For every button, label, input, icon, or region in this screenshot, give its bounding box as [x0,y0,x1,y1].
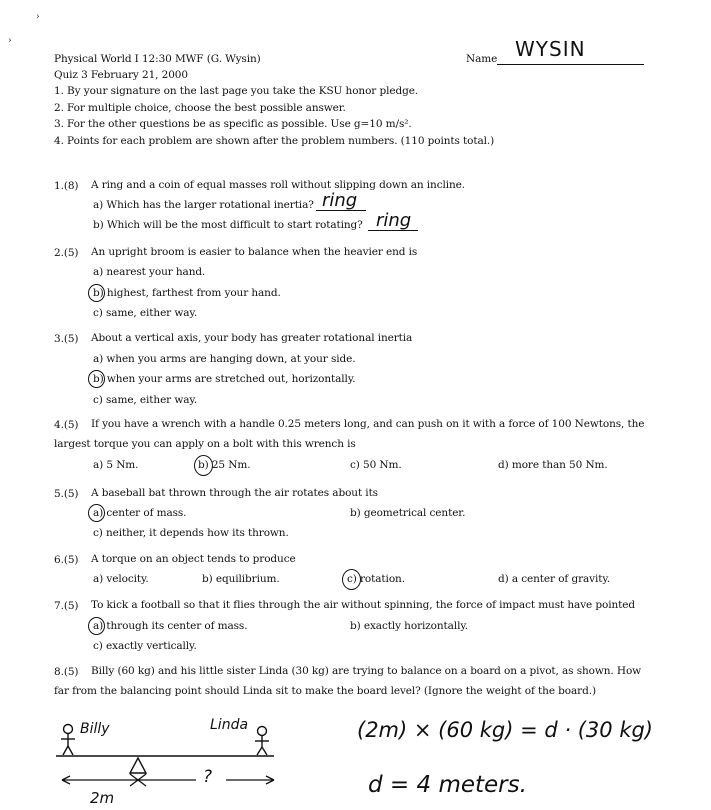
q5-b: b) geometrical center. [350,507,466,519]
billy-figure [61,725,75,756]
q8-number: 8.(5) [54,666,79,678]
q2-b: b) highest, farthest from your hand. [93,287,281,299]
billy-label: Billy [80,721,110,737]
q6-text: A torque on an object tends to produce [91,553,296,565]
q3-a: a) when you arms are hanging down, at your side. [93,353,356,365]
q4-text-line1: If you have a wrench with a handle 0.25 meters long, and can push on it with a force of 100 Newtons, the [91,418,645,430]
q4-number: 4.(5) [54,419,79,431]
stray-mark: › [36,12,40,22]
q3-number: 3.(5) [54,333,79,345]
q3-b: b) when your arms are stretched out, horizontally. [93,373,356,385]
pivot [130,758,146,773]
stray-mark: › [8,36,12,46]
q2-text: An upright broom is easier to balance when the heavier end is [91,246,418,258]
q4-c: c) 50 Nm. [350,459,402,471]
q6-a: a) velocity. [93,573,149,585]
distance-arrow [62,774,274,786]
instruction-3: 3. For the other questions be as specific as possible. Use g=10 m/s². [54,118,412,130]
q2-c: c) same, either way. [93,307,198,319]
distance-right-label: ? [203,767,213,787]
q5-a: a) center of mass. [93,507,187,519]
instruction-2: 2. For multiple choice, choose the best possible answer. [54,102,346,114]
q4-a: a) 5 Nm. [93,459,139,471]
q5-c: c) neither, it depends how its thrown. [93,527,289,539]
q1-b-answer: ring [376,210,412,231]
linda-label: Linda [210,717,249,733]
q7-c: c) exactly vertically. [93,640,197,652]
q6-d: d) a center of gravity. [498,573,611,585]
q3-text: About a vertical axis, your body has greater rotational inertia [91,332,413,344]
q5-text: A baseball bat thrown through the air rotates about its [91,487,378,499]
q6-selected-circle [342,569,361,590]
q7-text: To kick a football so that it flies through the air without spinning, the force of impact must have pointed [91,599,635,611]
q2-selected-circle [88,284,105,302]
q4-b: b) 25 Nm. [198,459,251,471]
q7-b: b) exactly horizontally. [350,620,469,632]
q3-c: c) same, either way. [93,394,198,406]
q6-c: c) rotation. [347,573,405,585]
q1-number: 1.(8) [54,180,79,192]
name-label: Name [466,53,498,65]
q4-d: d) more than 50 Nm. [498,459,608,471]
q4-selected-circle [194,455,213,476]
q2-a: a) nearest your hand. [93,266,206,278]
name-handwritten: WYSIN [515,37,586,61]
q5-number: 5.(5) [54,488,79,500]
linda-figure [255,727,269,756]
instruction-4: 4. Points for each problem are shown after the problem numbers. (110 points total.) [54,135,495,147]
q6-number: 6.(5) [54,554,79,566]
q1-a-answer: ring [322,190,358,211]
distance-left-label: 2m [90,789,115,807]
instruction-1: 1. By your signature on the last page you take the KSU honor pledge. [54,85,419,97]
quiz-date: Quiz 3 February 21, 2000 [54,69,188,81]
course-title: Physical World I 12:30 MWF (G. Wysin) [54,53,261,65]
q8-text-line2: far from the balancing point should Linda sit to make the board level? (Ignore the weight of the board.) [54,685,596,697]
q5-selected-circle [88,504,105,522]
q6-b: b) equilibrium. [202,573,280,585]
q7-number: 7.(5) [54,600,79,612]
q1-b: b) Which will be the most difficult to start rotating? [93,219,363,231]
q2-number: 2.(5) [54,247,79,259]
q4-text-line2: largest torque you can apply on a bolt with this wrench is [54,438,356,450]
q8-work-answer: d = 4 meters. [368,772,527,798]
q8-work-equation: (2m) × (60 kg) = d · (30 kg) [357,718,653,742]
q7-a: a) through its center of mass. [93,620,248,632]
q8-text-line1: Billy (60 kg) and his little sister Linda (30 kg) are trying to balance on a board on a pivot, as shown. How [91,665,642,677]
q1-text: A ring and a coin of equal masses roll without slipping down an incline. [91,179,466,191]
q7-selected-circle [88,617,105,635]
q1-a: a) Which has the larger rotational inertia? [93,199,314,211]
q3-selected-circle [88,370,105,388]
